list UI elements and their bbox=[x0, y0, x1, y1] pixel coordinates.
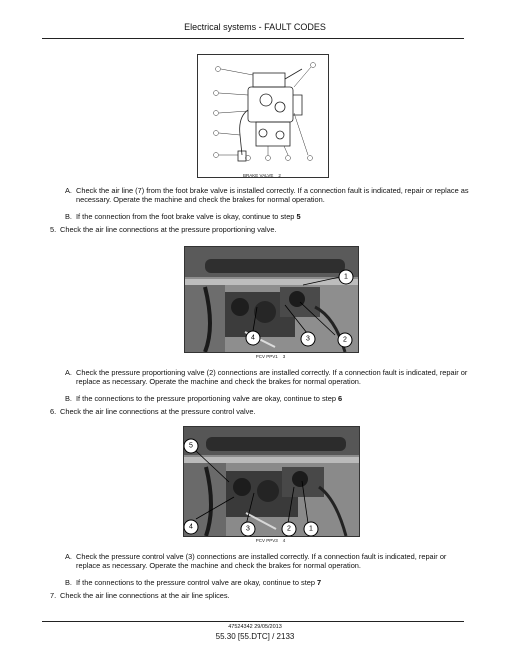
callout-1: 1 bbox=[309, 525, 313, 533]
footer-page-number: 55.30 [55.DTC] / 2133 bbox=[215, 632, 295, 641]
step-label: B. bbox=[65, 212, 72, 221]
step-label: A. bbox=[65, 186, 72, 195]
caption-code: PCV PPV3 bbox=[255, 538, 278, 543]
callout-5: 5 bbox=[189, 442, 193, 450]
footer-rule bbox=[42, 621, 464, 622]
step-text: Check the air line (7) from the foot brake valve is installed correctly. If a connection fault is indicated, repair or replace as necessary. Operate the machine and check the brakes for normal operation. bbox=[76, 186, 469, 205]
step-6b bbox=[65, 578, 471, 587]
step-5 bbox=[50, 225, 470, 234]
callout-3: 3 bbox=[306, 335, 310, 343]
step-text: Check the pressure proportioning valve (2) connections are installed correctly. If a connection fault is indicated, repair or replace as necessary. Operate the machine and check the brakes for normal operation. bbox=[76, 368, 468, 387]
step-text: Check the pressure control valve (3) connections are installed correctly. If a connection fault is indicated, repair or replace as necessary. Operate the machine and check the brakes for normal operation. bbox=[76, 552, 447, 571]
step-4b bbox=[65, 212, 471, 221]
step-text: Check the air line connections at the pressure proportioning valve. bbox=[60, 225, 277, 234]
step-text: Check the air line connections at the air line splices. bbox=[60, 591, 230, 600]
header-rule bbox=[42, 38, 464, 39]
step-ref: 7 bbox=[317, 578, 322, 587]
step-label: B. bbox=[65, 578, 72, 587]
callout-2: 2 bbox=[343, 336, 347, 344]
figure-3-caption bbox=[184, 354, 357, 359]
step-6 bbox=[50, 407, 470, 416]
pressure-proportioning-valve-figure bbox=[184, 246, 359, 353]
step-label: 6. bbox=[50, 407, 57, 416]
caption-number: 2 bbox=[278, 173, 281, 178]
callout-4: 4 bbox=[189, 523, 193, 531]
callout-1: 1 bbox=[344, 273, 348, 281]
pressure-control-valve-figure bbox=[183, 426, 360, 537]
step-5a bbox=[65, 368, 471, 387]
step-label: 7. bbox=[50, 591, 57, 600]
step-label: B. bbox=[65, 394, 72, 403]
page-header: Electrical systems - FAULT CODES bbox=[184, 22, 326, 32]
step-ref: 6 bbox=[337, 394, 343, 403]
step-text: If the connections to the pressure control valve are okay, continue to step bbox=[76, 578, 318, 587]
step-text: Check the air line connections at the pressure control valve. bbox=[60, 407, 256, 416]
figure-4-caption bbox=[183, 538, 358, 543]
callout-2: 2 bbox=[287, 525, 291, 533]
footer-doc-id: 47524342 29/05/2013 bbox=[228, 624, 282, 630]
caption-number: 4 bbox=[282, 538, 286, 543]
caption-code: BRAKE VALVE bbox=[243, 173, 274, 178]
step-5b bbox=[65, 394, 471, 403]
caption-code: PCV PPV1 bbox=[255, 354, 278, 359]
callout-3: 3 bbox=[246, 525, 250, 533]
step-7 bbox=[50, 591, 470, 600]
step-label: 5. bbox=[50, 225, 57, 234]
caption-number: 3 bbox=[282, 354, 286, 359]
step-4a bbox=[65, 186, 471, 205]
step-text: If the connection from the foot brake valve is okay, continue to step bbox=[76, 212, 297, 221]
step-label: A. bbox=[65, 368, 72, 377]
figure-2-caption bbox=[197, 173, 327, 178]
brake-valve-figure bbox=[197, 54, 329, 178]
step-text: If the connections to the pressure proportioning valve are okay, continue to step bbox=[76, 394, 338, 403]
step-label: A. bbox=[65, 552, 72, 561]
callout-4: 4 bbox=[251, 334, 255, 342]
step-ref: 5 bbox=[296, 212, 301, 221]
step-6a bbox=[65, 552, 471, 571]
